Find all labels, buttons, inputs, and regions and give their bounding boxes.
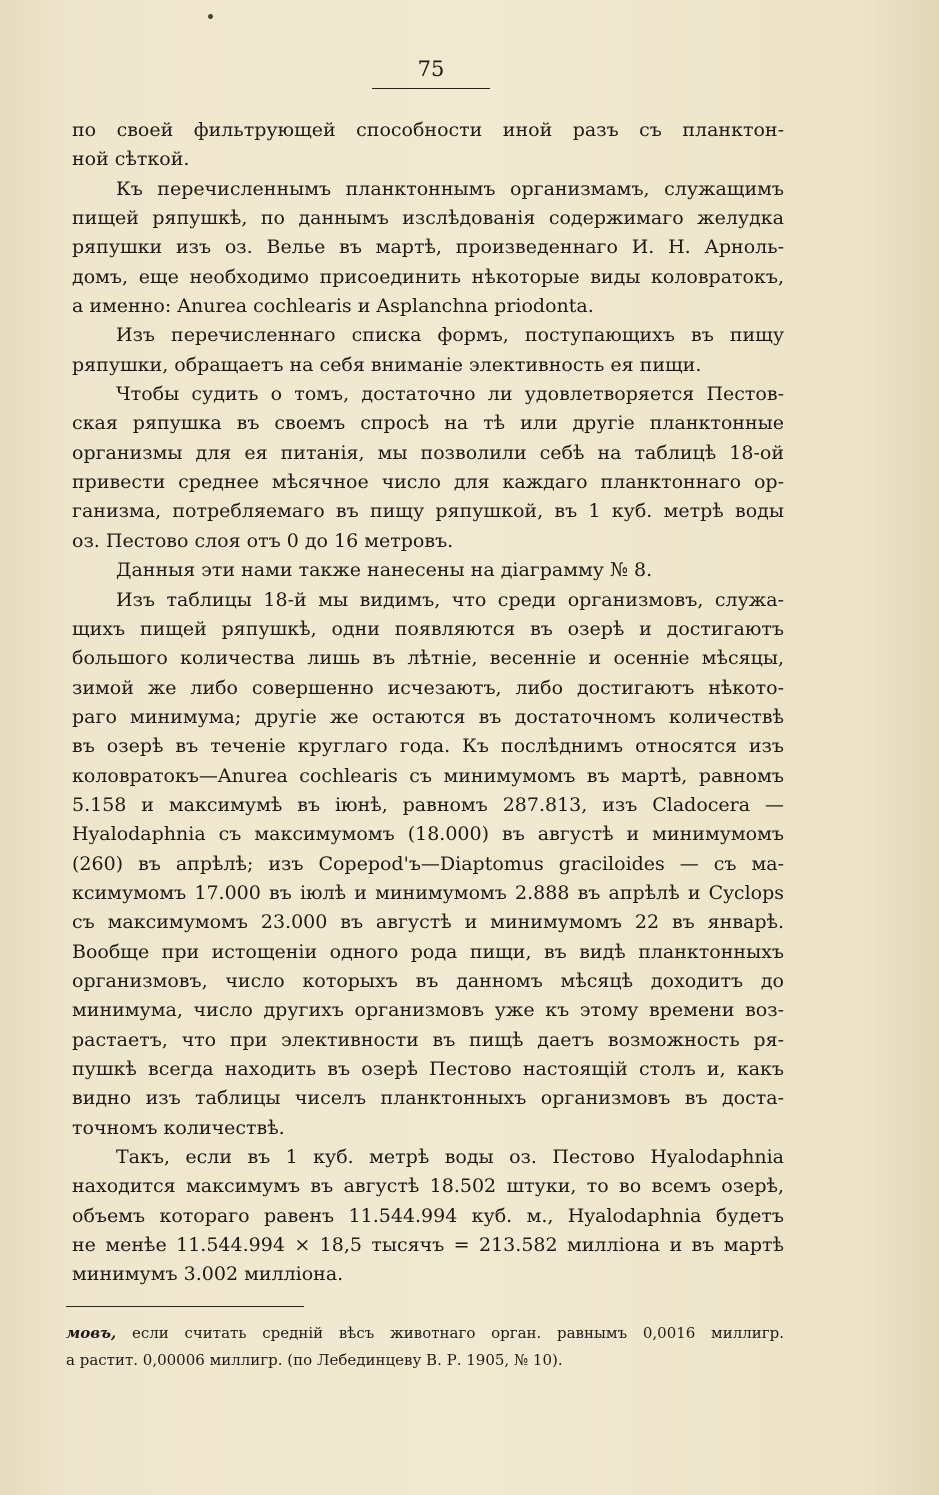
text-line: а именно: Anurea cochlearis и Asplanchna priodonta. [72, 295, 594, 318]
text-line: Hyalodaphnia съ максимумомъ (18.000) въ августѣ и минимумомъ [72, 823, 784, 846]
text-line: щихъ пищей ряпушкѣ, одни появляются въ озерѣ и достигаютъ [72, 617, 784, 640]
text-line: ская ряпушка въ своемъ спросѣ на тѣ или другіе планктонные [72, 412, 784, 435]
paragraph-2 [72, 175, 784, 322]
footnote [66, 1320, 784, 1374]
text-line: привести среднее мѣсячное число для каждаго планктоннаго ор- [72, 471, 784, 494]
text-line: (260) въ апрѣлѣ; изъ Copepod'ъ—Diaptomus graciloides — съ ма- [72, 852, 784, 875]
text-line: ряпушки изъ оз. Велье въ мартѣ, произведеннаго И. Н. Арноль- [72, 236, 784, 259]
text-line: ксимумомъ 17.000 въ іюлѣ и минимумомъ 2.888 въ апрѣлѣ и Cyclops [72, 881, 784, 904]
text-line: ганизма, потребляемаго въ пищу ряпушкой, въ 1 куб. метрѣ воды [72, 500, 784, 523]
text-line: не менѣе 11.544.994 × 18,5 тысячъ = 213.582 милліона и въ мартѣ [72, 1234, 784, 1257]
text-line: минимума, число другихъ организмовъ уже къ этому времени воз- [72, 999, 784, 1022]
text-line: Данныя эти нами также нанесены на діаграмму № 8. [116, 559, 653, 582]
text-line: ной сѣткой. [72, 148, 190, 171]
text-line: Изъ перечисленнаго списка формъ, поступающихъ въ пищу [116, 324, 784, 347]
footnote-line [66, 1320, 784, 1347]
paragraph-1 [72, 116, 784, 175]
text-line: Изъ таблицы 18-й мы видимъ, что среди организмовъ, служа- [116, 588, 784, 611]
text-line: Къ перечисленнымъ планктоннымъ организмамъ, служащимъ [116, 177, 784, 200]
text-line: пищей ряпушкѣ, по даннымъ изслѣдованія содержимаго желудка [72, 207, 784, 230]
paragraph-4 [72, 380, 784, 556]
text-line: 5.158 и максимумѣ въ іюнѣ, равномъ 287.813, изъ Cladocera — [72, 793, 784, 816]
text-line: минимумъ 3.002 милліона. [72, 1263, 344, 1286]
paragraph-5 [72, 556, 784, 585]
text-line: организмы для ея питанія, мы позволили себѣ на таблицѣ 18-ой [72, 441, 784, 464]
footnote-lead: мовъ, [66, 1324, 117, 1342]
text-line: Такъ, если въ 1 куб. метрѣ воды оз. Пестово Hyalodaphnia [116, 1146, 784, 1169]
footnote-line: а растит. 0,00006 миллигр. (по Лебединцеву В. Р. 1905, № 10). [66, 1351, 563, 1369]
text-line: домъ, еще необходимо присоединить нѣкоторые виды коловратокъ, [72, 265, 784, 288]
footnote-line-1-text: если считать средній вѣсъ животнаго орган. равнымъ 0,0016 миллигр. [116, 1324, 784, 1342]
text-line: зимой же либо совершенно исчезаютъ, либо достигаютъ нѣкото- [72, 676, 784, 699]
page-number: 75 [417, 57, 445, 81]
text-line: находится максимумъ въ августѣ 18.502 штуки, то во всемъ озерѣ, [72, 1175, 784, 1198]
text-line: съ максимумомъ 23.000 въ августѣ и минимумомъ 22 въ январѣ. [72, 911, 784, 934]
text-line: большого количества лишь въ лѣтніе, весенніе и осенніе мѣсяцы, [72, 647, 784, 670]
text-line: въ озерѣ въ теченіе круглаго года. Къ послѣднимъ относятся изъ [72, 735, 784, 758]
footnote-rule [66, 1306, 304, 1307]
text-line: растаетъ, что при элективности въ пищѣ даетъ возможность ря- [72, 1028, 784, 1051]
main-text [72, 116, 784, 1290]
text-line: Чтобы судить о томъ, достаточно ли удовлетворяется Пестов- [116, 383, 784, 406]
text-line: коловратокъ—Anurea cochlearis съ минимумомъ въ мартѣ, равномъ [72, 764, 784, 787]
paragraph-3 [72, 321, 784, 380]
text-line: Вообще при истощеніи одного рода пищи, въ видѣ планктонныхъ [72, 940, 784, 963]
text-line: ряпушки, обращаетъ на себя вниманіе элективность ея пищи. [72, 353, 702, 376]
ink-speck [208, 14, 213, 19]
text-line: пушкѣ всегда находить въ озерѣ Пестово настоящій столъ и, какъ [72, 1058, 784, 1080]
text-line: по своей фильтрующей способности иной разъ съ планктон- [72, 119, 784, 141]
paragraph-6 [72, 586, 784, 1144]
text-line: организмовъ, число которыхъ въ данномъ мѣсяцѣ доходитъ до [72, 969, 784, 992]
paragraph-7 [72, 1143, 784, 1290]
text-line: точномъ количествѣ. [72, 1116, 285, 1139]
page-number-rule [372, 88, 490, 89]
text-line: оз. Пестово слоя отъ 0 до 16 метровъ. [72, 529, 454, 552]
text-line: объемъ котораго равенъ 11.544.994 куб. м., Hyalodaphnia будетъ [72, 1204, 784, 1227]
text-line: раго минимума; другіе же остаются въ достаточномъ количествѣ [72, 705, 784, 728]
text-line: видно изъ таблицы чиселъ планктонныхъ организмовъ въ доста- [72, 1087, 784, 1110]
